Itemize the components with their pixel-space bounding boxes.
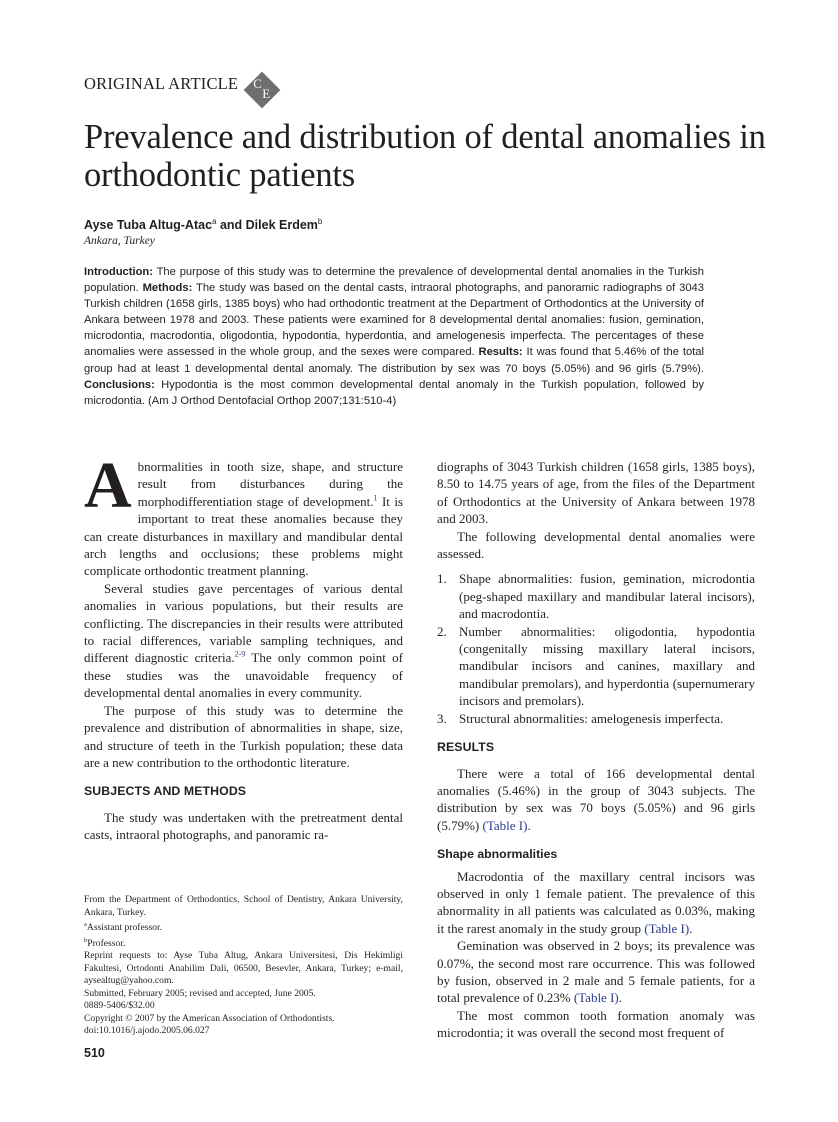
footnotes bbox=[84, 894, 403, 1038]
footnote-reprint: Reprint requests to: Ayse Tuba Altug, Ankara Universitesi, Dis Hekimligi Fakultesi, Ortodonti Anabilim Dali, 06500, Besevler, Ankara, Turkey; e-mail, aysealtug@yahoo.com. bbox=[84, 950, 403, 987]
author-location: Ankara, Turkey bbox=[84, 235, 155, 247]
footnote-submitted: Submitted, February 2005; revised and accepted, June 2005. bbox=[84, 987, 316, 999]
abstract-methods: The study was based on the dental casts, intraoral photographs, and panoramic radiographs of 3043 Turkish children (1658 girls, 1385 boys) who had orthodontic treatment at the Department of Orthodontics at the University of Ankara between 1978 and 2003. These patients were examined for 8 developmental dental anomalies: fusion, gemination, microdontia, macrodontia, oligodontia, hypodontia, hyperdontia, and amelogenesis imperfecta. The percentages of these anomalies were assessed in the whole group, and the sexes were compared. bbox=[84, 282, 704, 359]
footnote-price: 0889-5406/$32.00 bbox=[84, 1000, 155, 1012]
footnote-b: $^b$Professor. bbox=[84, 936, 126, 949]
author-conjunction: and bbox=[216, 218, 246, 233]
list-item: 3. Structural abnormalities: amelogenesis imperfecta. bbox=[437, 710, 724, 726]
article-title: Prevalence and distribution of dental anomalies in orthodontic patients bbox=[84, 118, 766, 194]
reference-link[interactable]: 2-9 bbox=[234, 650, 246, 660]
body-paragraph: diographs of 3043 Turkish children (1658 girls, 1385 boys), 8.50 to 14.75 years of age, from the files of the Department of Orthodontics at the University of Ankara between 1978 and 2003. bbox=[437, 459, 755, 527]
author-1: Ayse Tuba Altug-Atac bbox=[84, 218, 213, 233]
author-1-affil: a bbox=[212, 217, 217, 226]
anomaly-list bbox=[437, 570, 755, 727]
table-link[interactable]: (Table I) bbox=[482, 817, 528, 833]
body-column-left bbox=[84, 449, 403, 844]
ce-diamond-icon bbox=[244, 72, 280, 108]
section-heading-results: RESULTS bbox=[437, 740, 495, 755]
body-paragraph: There were a total of 166 developmental dental anomalies (5.46%) in the group of 3043 subjects. The distribution by sex was 70 boys (5.05%) and 96 girls (5.79%) (Table I). bbox=[437, 765, 755, 833]
body-paragraph: Gemination was observed in 2 boys; its prevalence was 0.07%, the second most rare occurrence. This was followed by fusion, observed in 2 male and 5 female patients, for a total prevalence of 0.23% (Table I). bbox=[437, 938, 755, 1006]
article-header bbox=[84, 60, 280, 108]
article-type-label: ORIGINAL ARTICLE bbox=[84, 74, 239, 93]
body-paragraph: The following developmental dental anomalies were assessed. bbox=[437, 528, 755, 562]
abstract-intro: The purpose of this study was to determine the prevalence of developmental dental anomalies in the Turkish population. bbox=[84, 266, 704, 295]
author-list bbox=[84, 217, 322, 232]
table-link[interactable]: (Table I) bbox=[644, 920, 690, 936]
page-number: 510 bbox=[84, 1046, 105, 1060]
drop-cap: A bbox=[84, 449, 132, 522]
footnote-doi: doi:10.1016/j.ajodo.2005.06.027 bbox=[84, 1025, 210, 1037]
reference-link[interactable]: 1 bbox=[373, 493, 378, 503]
footnote-a: $^a$Assistant professor. bbox=[84, 921, 163, 934]
footnote-copyright: Copyright © 2007 by the American Association of Orthodontists. bbox=[84, 1012, 335, 1024]
body-paragraph: The most common tooth formation anomaly was microdontia; it was overall the second most frequent of bbox=[437, 1007, 755, 1041]
ce-letter-c: C bbox=[253, 76, 262, 91]
abstract-conclusions: Hypodontia is the most common developmental dental anomaly in the Turkish population, followed by microdontia. (Am J Orthod Dentofacial Orthop 2007;131:510-4) bbox=[84, 378, 704, 407]
body-paragraph: Macrodontia of the maxillary central incisors was observed in only 1 female patient. The prevalence of this abnormality in all patients was calculated as 0.03%, making it the rarest anomaly in the study group (Table I). bbox=[437, 868, 755, 936]
section-heading-methods: SUBJECTS AND METHODS bbox=[84, 784, 247, 799]
body-paragraph: The study was undertaken with the pretreatment dental casts, intraoral photographs, and panoramic ra- bbox=[84, 809, 403, 843]
subsection-heading-shape: Shape abnormalities bbox=[437, 847, 558, 862]
list-item: 1. Shape abnormalities: fusion, gemination, microdontia (peg-shaped maxillary and mandibular lateral incisors), and macrodontia. bbox=[437, 571, 755, 622]
abstract-results-label: Results: bbox=[478, 346, 523, 359]
ce-letter-e: E bbox=[262, 86, 271, 101]
abstract-methods-label: Methods: bbox=[142, 282, 193, 295]
body-paragraph: Several studies gave percentages of various dental anomalies in various populations, but their results are conflicting. The discrepancies in their results were attributed to racial differences, variable sampling techniques, and different diagnostic criteria.$^{2-9}$ The only common point of these studies was the unavoidable frequency of developmental dental anomalies in every community. bbox=[84, 580, 403, 701]
body-paragraph: The purpose of this study was to determine the prevalence and distribution of abnormalities in shape, size, and structure of teeth in the Turkish population; these data are a new contribution to the orthodontic literature. bbox=[84, 702, 403, 770]
body-column-right bbox=[437, 458, 755, 1042]
footnote-affiliation: From the Department of Orthodontics, School of Dentistry, Ankara University, Ankara, Turkey. bbox=[84, 894, 403, 918]
author-2: Dilek Erdem bbox=[245, 218, 318, 233]
table-link[interactable]: (Table I) bbox=[573, 990, 619, 1006]
author-2-affil: b bbox=[317, 217, 323, 226]
abstract-results: It was found that 5.46% of the total group had at least 1 developmental dental anomaly. The distribution by sex was 70 boys (5.05%) and 96 girls (5.79%). bbox=[84, 346, 704, 375]
list-item: 2. Number abnormalities: oligodontia, hypodontia (congenitally missing maxillary lateral incisors, mandibular incisors and canines, maxillary and mandibular premolars), and hyperdontia (supernumerary incisors and premolars). bbox=[437, 623, 755, 709]
body-paragraph: Abnormalities in tooth size, shape, and structure result from disturbances during the morphodifferentiation stage of development.$^1$ It is important to treat these anomalies because they can create disturbances in maxillary and mandibular dental arch lengths and occlusions; these problems might complicate orthodontic treatment planning. bbox=[84, 449, 403, 579]
abstract-intro-label: Introduction: bbox=[84, 266, 153, 278]
abstract-conclusions-label: Conclusions: bbox=[84, 378, 155, 391]
abstract bbox=[84, 264, 704, 409]
